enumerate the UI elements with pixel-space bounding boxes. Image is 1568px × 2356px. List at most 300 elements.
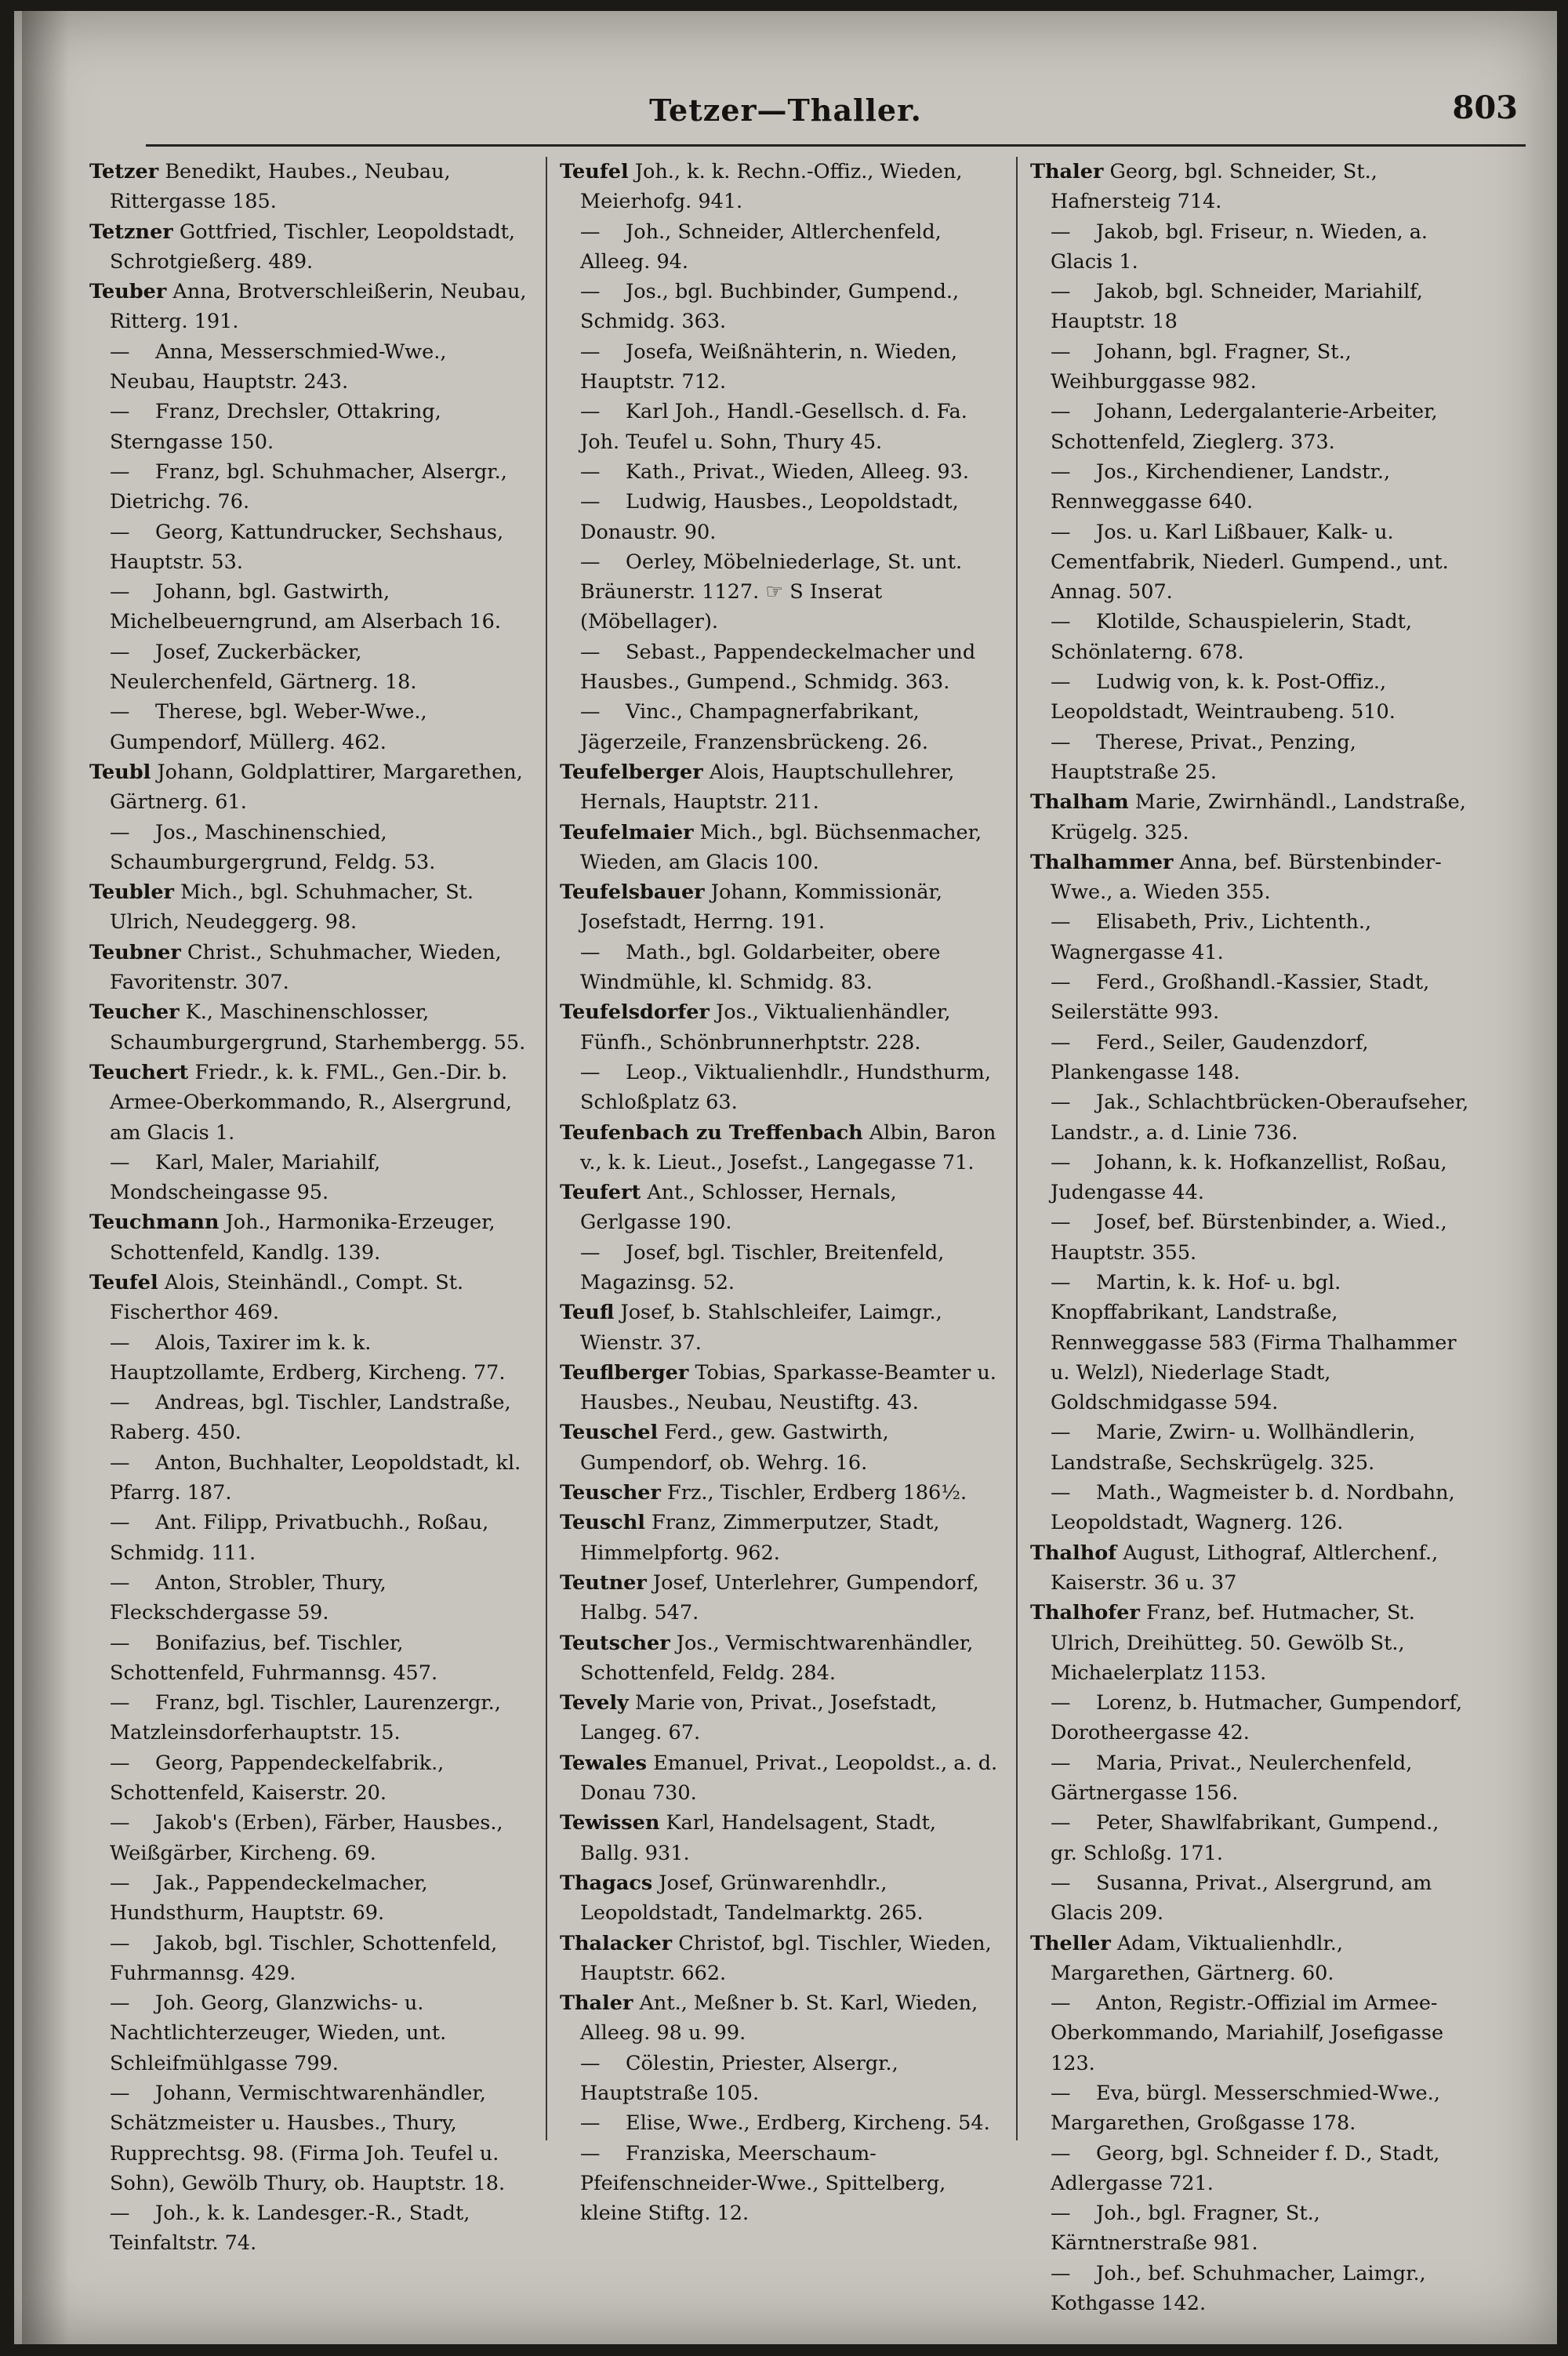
- directory-subentry: [1030, 1748, 1469, 1809]
- entry-text: Alois, Steinhändl., Compt. St. Fischerthor 469.: [110, 1270, 464, 1325]
- directory-entry: [560, 157, 999, 217]
- ditto-dash: —: [110, 1931, 130, 1955]
- directory-subentry: [89, 1748, 528, 1809]
- ditto-dash: —: [1051, 910, 1071, 935]
- ditto-dash: —: [1051, 2141, 1071, 2165]
- directory-subentry: [1030, 1808, 1469, 1868]
- entry-text: Georg, Pappendeckelfabrik., Schottenfeld, Kaiserstr. 20.: [110, 1751, 445, 1806]
- directory-entry: [1030, 1929, 1469, 1989]
- entry-text: Math., bgl. Goldarbeiter, obere Windmühle, kl. Schmidg. 83.: [580, 940, 941, 995]
- ditto-dash: —: [110, 1150, 130, 1174]
- ditto-dash: —: [110, 580, 130, 604]
- entry-surname: Thalham: [1030, 790, 1129, 815]
- entry-text: Tobias, Sparkasse-Beamter u. Hausbes., Neubau, Neustiftg. 43.: [580, 1360, 996, 1415]
- entry-text: Franziska, Meerschaum-Pfeifenschneider-Wwe., Spittelberg, kleine Stiftg. 12.: [580, 2141, 946, 2226]
- directory-subentry: [560, 547, 999, 637]
- ditto-dash: —: [110, 700, 130, 724]
- entry-text: Cölestin, Priester, Alsergr., Hauptstraße 105.: [580, 2051, 898, 2105]
- ditto-dash: —: [580, 1060, 601, 1084]
- entry-text: Josef, bef. Bürstenbinder, a. Wied., Hauptstr. 355.: [1051, 1211, 1447, 1265]
- ditto-dash: —: [1051, 2202, 1071, 2226]
- entry-text: Therese, bgl. Weber-Wwe., Gumpendorf, Müllerg. 462.: [110, 700, 427, 754]
- entry-text: Ferd., Großhandl.-Kassier, Stadt, Seilerstätte 993.: [1051, 971, 1430, 1025]
- ditto-dash: —: [1051, 1030, 1071, 1055]
- directory-subentry: [1030, 1988, 1469, 2078]
- entry-text: Franz, bgl. Schuhmacher, Alsergr., Dietrichg. 76.: [110, 459, 507, 514]
- column-3: [1030, 157, 1469, 2318]
- entry-text: Anna, Brotverschleißerin, Neubau, Ritterg. 191.: [110, 280, 527, 334]
- entry-text: Anna, bef. Bürstenbinder-Wwe., a. Wieden 355.: [1051, 850, 1442, 905]
- ditto-dash: —: [1051, 459, 1071, 484]
- entry-text: Jos., Viktualienhändler, Fünfh., Schönbrunnerhptstr. 228.: [580, 1000, 951, 1055]
- entry-surname: Teubl: [89, 760, 151, 784]
- entry-surname: Thalhammer: [1030, 850, 1174, 874]
- entry-surname: Teuchmann: [89, 1211, 220, 1235]
- directory-subentry: [89, 1508, 528, 1568]
- entry-text: K., Maschinenschlosser, Schaumburgergrund, Starhembergg. 55.: [110, 1000, 526, 1055]
- entry-text: Jak., Schlachtbrücken-Oberaufseher, Landstr., a. d. Linie 736.: [1051, 1091, 1469, 1145]
- ditto-dash: —: [580, 550, 601, 574]
- ditto-dash: —: [110, 2082, 130, 2105]
- entry-surname: Teuschel: [560, 1421, 659, 1445]
- entry-text: Frz., Tischler, Erdberg 186½.: [667, 1481, 967, 1505]
- running-title: Tetzer—Thaller.: [649, 93, 922, 128]
- entry-text: Jakob, bgl. Tischler, Schottenfeld, Fuhrmannsg. 429.: [110, 1931, 498, 1985]
- ditto-dash: —: [1051, 1811, 1071, 1835]
- directory-entry: [560, 1748, 999, 1809]
- entry-text: Jos., Vermischtwarenhändler, Schottenfeld, Feldg. 284.: [580, 1631, 974, 1685]
- directory-subentry: [89, 1688, 528, 1748]
- directory-page: [14, 11, 1557, 2344]
- directory-subentry: [560, 457, 999, 487]
- entry-surname: Teufl: [560, 1301, 615, 1325]
- ditto-dash: —: [580, 2051, 601, 2075]
- entry-text: Franz, bef. Hutmacher, St. Ulrich, Dreihütteg. 50. Gewölb St., Michaelerplatz 1153.: [1051, 1601, 1415, 1685]
- directory-entry: [89, 1207, 528, 1268]
- directory-subentry: [1030, 457, 1469, 517]
- entry-text: Ferd., gew. Gastwirth, Gumpendorf, ob. Wehrg. 16.: [580, 1421, 889, 1475]
- entry-text: Jakob's (Erben), Färber, Hausbes., Weißgärber, Kircheng. 69.: [110, 1811, 503, 1865]
- directory-entry: [560, 1568, 999, 1628]
- ditto-dash: —: [110, 459, 130, 484]
- ditto-dash: —: [110, 1991, 130, 2016]
- entry-text: Marie von, Privat., Josefstadt, Langeg. 67.: [580, 1691, 938, 1745]
- entry-text: Johann, Goldplattirer, Margarethen, Gärtnerg. 61.: [110, 760, 523, 815]
- ditto-dash: —: [110, 1751, 130, 1775]
- directory-subentry: [89, 1328, 528, 1389]
- ditto-dash: —: [110, 1570, 130, 1595]
- directory-subentry: [560, 1238, 999, 1298]
- directory-subentry: [1030, 1268, 1469, 1418]
- directory-entry: [560, 1508, 999, 1568]
- directory-entry: [1030, 848, 1469, 908]
- directory-subentry: [1030, 2198, 1469, 2259]
- entry-text: Adam, Viktualienhdlr., Margarethen, Gärtnerg. 60.: [1051, 1931, 1343, 1985]
- ditto-dash: —: [580, 700, 601, 724]
- directory-subentry: [89, 1148, 528, 1208]
- entry-text: Jak., Pappendeckelmacher, Hundsthurm, Hauptstr. 69.: [110, 1871, 428, 1926]
- directory-entry: [89, 217, 528, 278]
- entry-text: Christ., Schuhmacher, Wieden, Favoritenstr. 307.: [110, 940, 502, 995]
- directory-entry: [89, 157, 528, 217]
- entry-text: Math., Wagmeister b. d. Nordbahn, Leopoldstadt, Wagnerg. 126.: [1051, 1481, 1455, 1535]
- entry-text: Gottfried, Tischler, Leopoldstadt, Schrotgießerg. 489.: [110, 220, 516, 274]
- entry-text: Anton, Buchhalter, Leopoldstadt, kl. Pfarrg. 187.: [110, 1450, 521, 1505]
- column-2: [560, 157, 999, 2228]
- entry-surname: Tetzer: [89, 160, 159, 183]
- directory-subentry: [89, 697, 528, 757]
- column-divider: [1016, 157, 1018, 2140]
- directory-entry: [560, 1868, 999, 1929]
- ditto-dash: —: [110, 1871, 130, 1895]
- entry-surname: Teuchert: [89, 1060, 189, 1084]
- directory-subentry: [1030, 397, 1469, 457]
- ditto-dash: —: [1051, 670, 1071, 695]
- entry-text: Georg, bgl. Schneider, St., Hafnersteig 714.: [1051, 160, 1377, 214]
- entry-text: Karl Joh., Handl.-Gesellsch. d. Fa. Joh. Teufel u. Sohn, Thury 45.: [580, 400, 967, 454]
- entry-surname: Thaler: [560, 1991, 633, 2016]
- directory-entry: [560, 1358, 999, 1418]
- directory-subentry: [1030, 1868, 1469, 1929]
- ditto-dash: —: [1051, 1871, 1071, 1895]
- entry-text: Martin, k. k. Hof- u. bgl. Knopffabrikant, Landstraße, Rennweggasse 583 (Firma Thalhammer u. Welzl), Niederlage Stadt, Goldschmidgasse 594.: [1051, 1270, 1457, 1415]
- entry-text: Elisabeth, Priv., Lichtenth., Wagnergasse 41.: [1051, 910, 1372, 964]
- ditto-dash: —: [580, 490, 601, 514]
- entry-text: Karl, Maler, Mariahilf, Mondscheingasse 95.: [110, 1150, 381, 1205]
- directory-entry: [560, 1178, 999, 1238]
- directory-entry: [89, 1058, 528, 1148]
- entry-surname: Tewales: [560, 1751, 648, 1775]
- entry-text: Johann, bgl. Gastwirth, Michelbeuerngrund, am Alserbach 16.: [110, 580, 501, 634]
- entry-text: Joh., bef. Schuhmacher, Laimgr., Kothgasse 142.: [1051, 2261, 1426, 2316]
- ditto-dash: —: [1051, 220, 1071, 244]
- ditto-dash: —: [110, 1631, 130, 1655]
- directory-subentry: [1030, 2078, 1469, 2139]
- ditto-dash: —: [1051, 339, 1071, 364]
- directory-subentry: [89, 1988, 528, 2078]
- directory-entry: [560, 1808, 999, 1868]
- entry-surname: Thalhofer: [1030, 1601, 1140, 1625]
- entry-surname: Tetzner: [89, 220, 173, 244]
- entry-surname: Teubner: [89, 940, 181, 964]
- entry-surname: Teufel: [560, 160, 629, 183]
- entry-text: Marie, Zwirn- u. Wollhändlerin, Landstraße, Sechskrügelg. 325.: [1051, 1421, 1416, 1475]
- entry-text: Ant. Filipp, Privatbuchh., Roßau, Schmidg. 111.: [110, 1511, 489, 1565]
- entry-text: Mich., bgl. Büchsenmacher, Wieden, am Glacis 100.: [580, 820, 982, 874]
- ditto-dash: —: [580, 280, 601, 304]
- entry-surname: Teutner: [560, 1570, 647, 1595]
- entry-text: Alois, Taxirer im k. k. Hauptzollamte, Erdberg, Kircheng. 77.: [110, 1330, 506, 1385]
- entry-text: Sebast., Pappendeckelmacher und Hausbes., Gumpend., Schmidg. 363.: [580, 640, 976, 695]
- entry-text: Joh., k. k. Rechn.-Offiz., Wieden, Meierhofg. 941.: [580, 160, 963, 214]
- directory-entry: [89, 877, 528, 938]
- directory-entry: [560, 1478, 999, 1508]
- ditto-dash: —: [1051, 1150, 1071, 1174]
- directory-subentry: [1030, 1087, 1469, 1148]
- entry-text: Leop., Viktualienhdlr., Hundsthurm, Schloßplatz 63.: [580, 1060, 991, 1115]
- directory-subentry: [89, 1868, 528, 1929]
- ditto-dash: —: [1051, 400, 1071, 424]
- entry-text: Marie, Zwirnhändl., Landstraße, Krügelg. 325.: [1051, 790, 1466, 844]
- entry-text: Johann, Ledergalanterie-Arbeiter, Schottenfeld, Zieglerg. 373.: [1051, 400, 1438, 454]
- entry-text: Joh., Harmonika-Erzeuger, Schottenfeld, Kandlg. 139.: [110, 1211, 495, 1265]
- entry-text: Josef, Unterlehrer, Gumpendorf, Halbg. 547.: [580, 1570, 979, 1625]
- directory-subentry: [1030, 517, 1469, 608]
- directory-entry: [1030, 157, 1469, 217]
- entry-text: Jakob, bgl. Schneider, Mariahilf, Hauptstr. 18: [1051, 280, 1423, 334]
- entry-text: Christof, bgl. Tischler, Wieden, Hauptstr. 662.: [580, 1931, 992, 1985]
- directory-subentry: [1030, 1028, 1469, 1088]
- directory-subentry: [89, 637, 528, 698]
- entry-text: Johann, Kommissionär, Josefstadt, Herrng. 191.: [580, 880, 943, 935]
- entry-text: Jos., bgl. Buchbinder, Gumpend., Schmidg. 363.: [580, 280, 960, 334]
- ditto-dash: —: [110, 820, 130, 844]
- entry-text: Ferd., Seiler, Gaudenzdorf, Plankengasse 148.: [1051, 1030, 1369, 1084]
- entry-text: Josef, Grünwarenhdlr., Leopoldstadt, Tandelmarktg. 265.: [580, 1871, 924, 1926]
- entry-surname: Tevely: [560, 1691, 629, 1715]
- directory-subentry: [89, 397, 528, 457]
- ditto-dash: —: [110, 1391, 130, 1415]
- ditto-dash: —: [1051, 1481, 1071, 1505]
- entry-text: Franz, Zimmerputzer, Stadt, Himmelpfortg. 962.: [580, 1511, 940, 1565]
- entry-surname: Teufel: [89, 1270, 158, 1294]
- directory-subentry: [560, 2139, 999, 2229]
- ditto-dash: —: [1051, 971, 1071, 995]
- directory-subentry: [560, 697, 999, 757]
- entry-surname: Thaler: [1030, 160, 1104, 183]
- entry-surname: Teufenbach zu Treffenbach: [560, 1120, 863, 1145]
- entry-text: Susanna, Privat., Alsergrund, am Glacis 209.: [1051, 1871, 1432, 1926]
- entry-surname: Teubler: [89, 880, 174, 905]
- directory-entry: [1030, 1598, 1469, 1688]
- directory-subentry: [1030, 607, 1469, 667]
- directory-entry: [560, 1688, 999, 1748]
- ditto-dash: —: [110, 520, 130, 544]
- binding-shadow: [22, 11, 69, 2344]
- directory-entry: [89, 938, 528, 998]
- directory-subentry: [1030, 667, 1469, 728]
- entry-surname: Thagacs: [560, 1871, 653, 1895]
- directory-subentry: [560, 2108, 999, 2138]
- directory-subentry: [1030, 2259, 1469, 2319]
- header-rule: [146, 144, 1526, 147]
- directory-subentry: [1030, 1478, 1469, 1538]
- ditto-dash: —: [110, 1691, 130, 1715]
- directory-entry: [560, 1628, 999, 1689]
- entry-surname: Teuflberger: [560, 1360, 689, 1385]
- ditto-dash: —: [580, 2111, 601, 2136]
- directory-entry: [560, 877, 999, 938]
- entry-text: Albin, Baron v., k. k. Lieut., Josefst., Langegasse 71.: [580, 1120, 996, 1174]
- ditto-dash: —: [1051, 2082, 1071, 2105]
- ditto-dash: —: [110, 1511, 130, 1535]
- ditto-dash: —: [1051, 1270, 1071, 1294]
- column-divider: [546, 157, 547, 2140]
- ditto-dash: —: [580, 459, 601, 484]
- directory-entry: [560, 1118, 999, 1178]
- directory-subentry: [1030, 2139, 1469, 2199]
- directory-subentry: [560, 2049, 999, 2109]
- directory-entry: [89, 997, 528, 1058]
- entry-surname: Teuschl: [560, 1511, 645, 1535]
- directory-entry: [560, 1929, 999, 1989]
- directory-entry: [560, 1298, 999, 1358]
- ditto-dash: —: [1051, 1991, 1071, 2016]
- directory-subentry: [1030, 217, 1469, 278]
- entry-text: Benedikt, Haubes., Neubau, Rittergasse 185.: [110, 160, 451, 214]
- directory-subentry: [560, 938, 999, 998]
- ditto-dash: —: [1051, 520, 1071, 544]
- directory-entry: [560, 1418, 999, 1478]
- entry-text: Anton, Registr.-Offizial im Armee-Oberkommando, Mariahilf, Josefigasse 123.: [1051, 1991, 1444, 2075]
- directory-subentry: [89, 577, 528, 637]
- entry-text: Anna, Messerschmied-Wwe., Neubau, Hauptstr. 243.: [110, 339, 447, 394]
- entry-text: Josefa, Weißnähterin, n. Wieden, Hauptstr. 712.: [580, 339, 957, 394]
- ditto-dash: —: [1051, 2261, 1071, 2285]
- entry-surname: Thalacker: [560, 1931, 673, 1955]
- directory-subentry: [89, 1448, 528, 1508]
- directory-subentry: [89, 2078, 528, 2198]
- entry-text: Ant., Schlosser, Hernals, Gerlgasse 190.: [580, 1181, 897, 1235]
- entry-text: Joh., Schneider, Altlerchenfeld, Alleeg. 94.: [580, 220, 942, 274]
- directory-entry: [560, 818, 999, 878]
- directory-subentry: [89, 1568, 528, 1628]
- entry-text: August, Lithograf, Altlerchenf., Kaiserstr. 36 u. 37: [1051, 1541, 1439, 1595]
- entry-text: Josef, Zuckerbäcker, Neulerchenfeld, Gärtnerg. 18.: [110, 640, 417, 695]
- directory-subentry: [89, 1929, 528, 1989]
- entry-text: Jos., Kirchendiener, Landstr., Rennweggasse 640.: [1051, 459, 1391, 514]
- directory-subentry: [560, 1058, 999, 1118]
- entry-surname: Teufelsbauer: [560, 880, 705, 905]
- directory-subentry: [89, 818, 528, 878]
- entry-surname: Tewissen: [560, 1811, 660, 1835]
- entry-text: Josef, b. Stahlschleifer, Laimgr., Wienstr. 37.: [580, 1301, 942, 1355]
- ditto-dash: —: [1051, 1751, 1071, 1775]
- ditto-dash: —: [580, 400, 601, 424]
- entry-text: Therese, Privat., Penzing, Hauptstraße 25.: [1051, 730, 1356, 784]
- directory-subentry: [89, 337, 528, 398]
- directory-entry: [1030, 1538, 1469, 1599]
- entry-text: Joh. Georg, Glanzwichs- u. Nachtlichterzeuger, Wieden, unt. Schleifmühlgasse 799.: [110, 1991, 447, 2075]
- entry-text: Peter, Shawlfabrikant, Gumpend., gr. Schloßg. 171.: [1051, 1811, 1439, 1865]
- directory-entry: [560, 997, 999, 1058]
- directory-subentry: [1030, 337, 1469, 398]
- directory-entry: [1030, 787, 1469, 848]
- directory-subentry: [89, 1388, 528, 1448]
- entry-text: Joh., k. k. Landesger.-R., Stadt, Teinfaltstr. 74.: [110, 2202, 470, 2256]
- ditto-dash: —: [580, 1240, 601, 1265]
- ditto-dash: —: [1051, 730, 1071, 754]
- entry-text: Andreas, bgl. Tischler, Landstraße, Raberg. 450.: [110, 1391, 511, 1445]
- entry-text: Johann, Vermischtwarenhändler, Schätzmeister u. Hausbes., Thury, Rupprechtsg. 98. (Firma Joh. Teufel u. Sohn), Gewölb Thury, ob. Hauptstr. 18.: [110, 2082, 506, 2195]
- ditto-dash: —: [110, 400, 130, 424]
- entry-text: Lorenz, b. Hutmacher, Gumpendorf, Dorotheergasse 42.: [1051, 1691, 1463, 1745]
- entry-text: Josef, bgl. Tischler, Breitenfeld, Magazinsg. 52.: [580, 1240, 945, 1294]
- directory-subentry: [1030, 1148, 1469, 1208]
- entry-text: Jos., Maschinenschied, Schaumburgergrund, Feldg. 53.: [110, 820, 436, 874]
- ditto-dash: —: [1051, 1421, 1071, 1445]
- directory-subentry: [560, 487, 999, 547]
- ditto-dash: —: [110, 2202, 130, 2226]
- entry-surname: Teufert: [560, 1181, 641, 1205]
- ditto-dash: —: [1051, 1211, 1071, 1235]
- entry-text: Klotilde, Schauspielerin, Stadt, Schönlaterng. 678.: [1051, 610, 1413, 664]
- entry-text: Maria, Privat., Neulerchenfeld, Gärtnergasse 156.: [1051, 1751, 1413, 1806]
- entry-surname: Teuscher: [560, 1481, 661, 1505]
- directory-subentry: [1030, 1418, 1469, 1478]
- entry-text: Oerley, Möbelniederlage, St. unt. Bräunerstr. 1127. ☞ S Inserat (Möbellager).: [580, 550, 963, 634]
- ditto-dash: —: [110, 1811, 130, 1835]
- directory-subentry: [1030, 1207, 1469, 1268]
- entry-text: Joh., bgl. Fragner, St., Kärntnerstraße 981.: [1051, 2202, 1320, 2256]
- directory-subentry: [1030, 728, 1469, 788]
- ditto-dash: —: [110, 640, 130, 664]
- entry-surname: Thalhof: [1030, 1541, 1117, 1565]
- directory-subentry: [89, 1628, 528, 1689]
- directory-subentry: [560, 217, 999, 278]
- ditto-dash: —: [580, 2141, 601, 2165]
- entry-text: Elise, Wwe., Erdberg, Kircheng. 54.: [626, 2111, 990, 2136]
- entry-surname: Teufelberger: [560, 760, 703, 784]
- directory-subentry: [89, 517, 528, 578]
- directory-entry: [89, 277, 528, 337]
- entry-text: Anton, Strobler, Thury, Fleckschdergasse 59.: [110, 1570, 387, 1625]
- entry-text: Eva, bürgl. Messerschmied-Wwe., Margarethen, Großgasse 178.: [1051, 2082, 1440, 2136]
- entry-text: Franz, bgl. Tischler, Laurenzergr., Matzleinsdorferhauptstr. 15.: [110, 1691, 501, 1745]
- directory-subentry: [560, 397, 999, 457]
- directory-subentry: [1030, 967, 1469, 1028]
- directory-subentry: [1030, 277, 1469, 337]
- directory-subentry: [89, 1808, 528, 1868]
- page-number: 803: [1452, 89, 1518, 126]
- entry-text: Friedr., k. k. FML., Gen.-Dir. b. Armee-Oberkommando, R., Alsergrund, am Glacis 1.: [110, 1060, 513, 1145]
- entry-surname: Theller: [1030, 1931, 1111, 1955]
- entry-text: Emanuel, Privat., Leopoldst., a. d. Donau 730.: [580, 1751, 998, 1806]
- entry-text: Ludwig, Hausbes., Leopoldstadt, Donaustr. 90.: [580, 490, 959, 544]
- column-1: [89, 157, 528, 2259]
- entry-surname: Teufelsdorfer: [560, 1000, 710, 1025]
- entry-text: Jos. u. Karl Lißbauer, Kalk- u. Cementfabrik, Niederl. Gumpend., unt. Annag. 507.: [1051, 520, 1449, 604]
- entry-surname: Teutscher: [560, 1631, 670, 1655]
- entry-text: Vinc., Champagnerfabrikant, Jägerzeile, Franzensbrückeng. 26.: [580, 700, 928, 754]
- directory-subentry: [560, 337, 999, 398]
- ditto-dash: —: [110, 1330, 130, 1355]
- directory-entry: [560, 757, 999, 818]
- entry-text: Georg, bgl. Schneider f. D., Stadt, Adlergasse 721.: [1051, 2141, 1440, 2195]
- directory-entry: [89, 1268, 528, 1328]
- ditto-dash: —: [110, 339, 130, 364]
- entry-surname: Teucher: [89, 1000, 180, 1025]
- ditto-dash: —: [110, 1450, 130, 1475]
- directory-entry: [89, 757, 528, 818]
- ditto-dash: —: [1051, 280, 1071, 304]
- directory-subentry: [89, 2198, 528, 2259]
- ditto-dash: —: [580, 940, 601, 964]
- ditto-dash: —: [1051, 610, 1071, 634]
- entry-text: Franz, Drechsler, Ottakring, Sterngasse 150.: [110, 400, 441, 454]
- directory-entry: [560, 1988, 999, 2049]
- entry-text: Alois, Hauptschullehrer, Hernals, Hauptstr. 211.: [580, 760, 955, 815]
- entry-text: Jakob, bgl. Friseur, n. Wieden, a. Glacis 1.: [1051, 220, 1428, 274]
- entry-surname: Teuber: [89, 280, 167, 304]
- entry-text: Karl, Handelsagent, Stadt, Ballg. 931.: [580, 1811, 936, 1865]
- directory-subentry: [1030, 907, 1469, 967]
- entry-text: Ludwig von, k. k. Post-Offiz., Leopoldstadt, Weintraubeng. 510.: [1051, 670, 1396, 724]
- ditto-dash: —: [1051, 1091, 1071, 1115]
- entry-surname: Teufelmaier: [560, 820, 694, 844]
- entry-text: Johann, bgl. Fragner, St., Weihburggasse 982.: [1051, 339, 1352, 394]
- ditto-dash: —: [580, 640, 601, 664]
